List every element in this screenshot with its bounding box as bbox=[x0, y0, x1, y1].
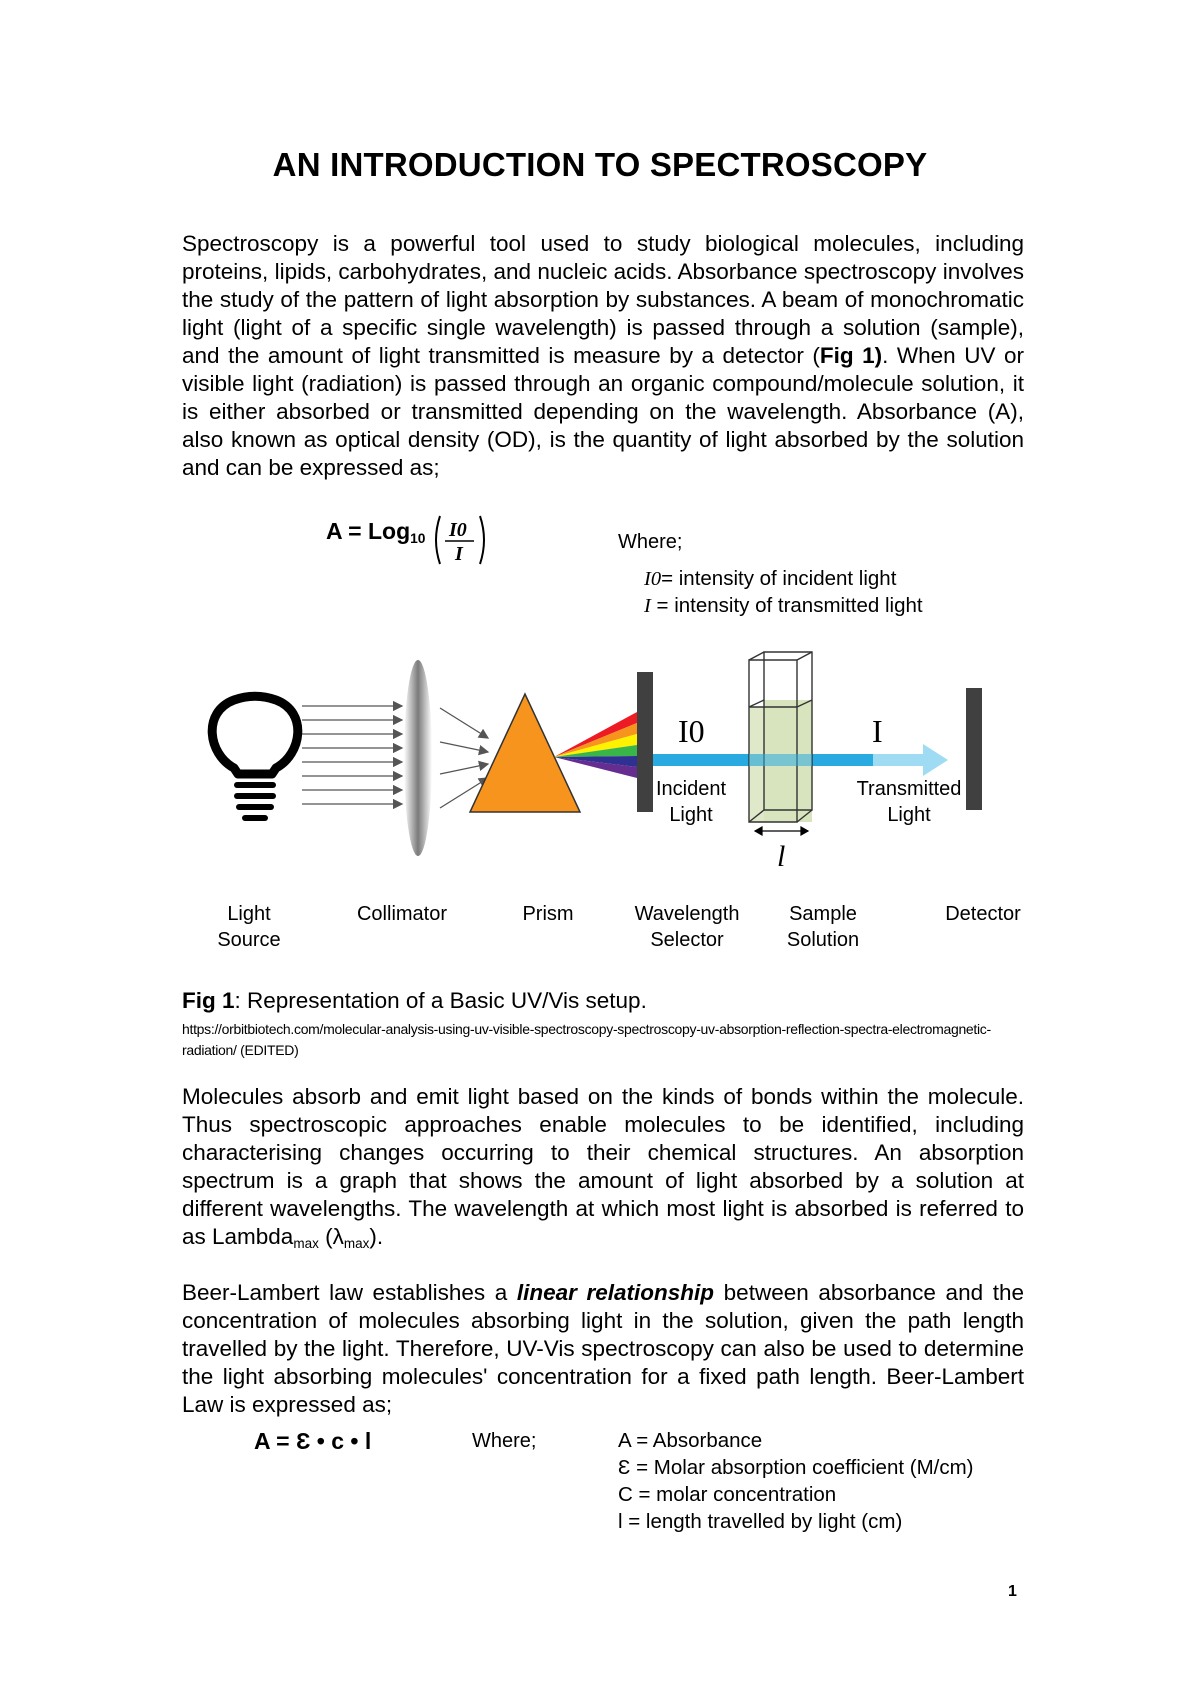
beer-lambert-equation: A = Ɛ • c • l bbox=[254, 1428, 372, 1454]
collimated-rays bbox=[302, 706, 402, 804]
absorbance-fraction bbox=[432, 512, 488, 568]
detector-label: Detector bbox=[945, 903, 1021, 925]
path-length-label: l bbox=[777, 840, 786, 873]
light-bulb-icon bbox=[212, 696, 298, 821]
definition-path-length: l = length travelled by light (cm) bbox=[618, 1510, 903, 1533]
collimator-label: Collimator bbox=[356, 903, 448, 925]
intro-paragraph: Spectroscopy is a powerful tool used to study biological molecules, including proteins, lipids, carbohydrates, and nucleic acids. Absorbance spectroscopy involves the study of the pattern of light absorption by substances. A beam of monochromatic light (light of a specific single wavelength) is passed through a solution (sample), and the amount of light transmitted is measure by a detector (Fig 1). When UV or visible light (radiation) is passed through an organic compound/molecule solution, it is either absorbed or transmitted depending on the wavelength. Absorbance (A), also known as optical density (OD), is the quantity of light absorbed by the solution and can be expressed as; bbox=[182, 231, 1024, 480]
figure-source-url: https://orbitbiotech.com/molecular-analysis-using-uv-visible-spectroscopy-spectroscopy-uv-absorption-reflection-spectra-electromagnetic-radiation/ (EDITED) bbox=[182, 1021, 991, 1058]
incident-label-line2: Light bbox=[669, 804, 713, 826]
prism-label: Prism bbox=[522, 903, 574, 925]
incident-symbol: I0 bbox=[678, 713, 705, 749]
where-label: Where; bbox=[618, 531, 683, 553]
transmitted-symbol: I bbox=[872, 713, 883, 749]
detector-plate bbox=[966, 688, 982, 810]
definition-absorbance: A = Absorbance bbox=[618, 1429, 763, 1452]
sample-solution-label: Sample bbox=[789, 903, 857, 925]
light-source-label-line2: Source bbox=[217, 929, 281, 951]
dispersed-spectrum bbox=[554, 712, 637, 778]
path-length-indicator bbox=[755, 827, 808, 835]
wavelength-selector-label-line2: Selector bbox=[650, 929, 724, 951]
absorption-paragraph: Molecules absorb and emit light based on the kinds of bonds within the molecule. Thus spectroscopic approaches enable molecules to be identified, including characterising changes occurring to their chemical structures. An absorption spectrum is a graph that shows the amount of light absorbed by a solution at different wavelengths. The wavelength at which most light is absorbed is referred to as Lambda$_{max}$ $(\lambda_{max})$. bbox=[182, 1084, 1024, 1251]
transmitted-label-line1: Transmitted bbox=[856, 778, 962, 800]
fraction-denominator: I bbox=[455, 543, 463, 565]
transmitted-arrow-icon bbox=[923, 744, 948, 776]
wavelength-selector-slit bbox=[637, 672, 653, 812]
beer-lambert-paragraph: Beer-Lambert law establishes a linear relationship between absorbance and the concentration of molecules absorbing light in the solution, given the path length travelled by the light. Therefore, UV-Vis spectroscopy can also be used to determine the light absorbing molecules' concentration for a fixed path length. Beer-Lambert Law is expressed as; bbox=[182, 1280, 1024, 1417]
beam-in-sample bbox=[749, 754, 812, 766]
transmitted-definition: I = intensity of transmitted light bbox=[644, 594, 923, 617]
definition-concentration: C = molar concentration bbox=[618, 1483, 837, 1506]
transmitted-beam bbox=[873, 754, 923, 766]
figure-caption: Fig 1: Representation of a Basic UV/Vis setup. bbox=[182, 988, 647, 1013]
incident-definition: I0= intensity of incident light bbox=[644, 567, 897, 590]
collimator-lens bbox=[404, 660, 432, 856]
uv-vis-setup-diagram bbox=[182, 650, 1032, 960]
wavelength-selector-label: Wavelength bbox=[634, 903, 740, 925]
incident-label-line1: Incident bbox=[655, 778, 727, 800]
page-number: 1 bbox=[1008, 1583, 1017, 1600]
sample-cuvette bbox=[749, 652, 812, 822]
page-title: AN INTRODUCTION TO SPECTROSCOPY bbox=[272, 146, 928, 183]
fraction-numerator: I0 bbox=[449, 519, 467, 541]
definition-molar-absorption: Ɛ = Molar absorption coefficient (M/cm) bbox=[618, 1456, 974, 1479]
sample-solution-label-line2: Solution bbox=[786, 929, 860, 951]
where-label-2: Where; bbox=[472, 1430, 537, 1452]
light-source-label: Light bbox=[227, 903, 271, 925]
transmitted-label-line2: Light bbox=[887, 804, 931, 826]
absorbance-equation: A = Log$_{10}$ bbox=[326, 518, 426, 546]
